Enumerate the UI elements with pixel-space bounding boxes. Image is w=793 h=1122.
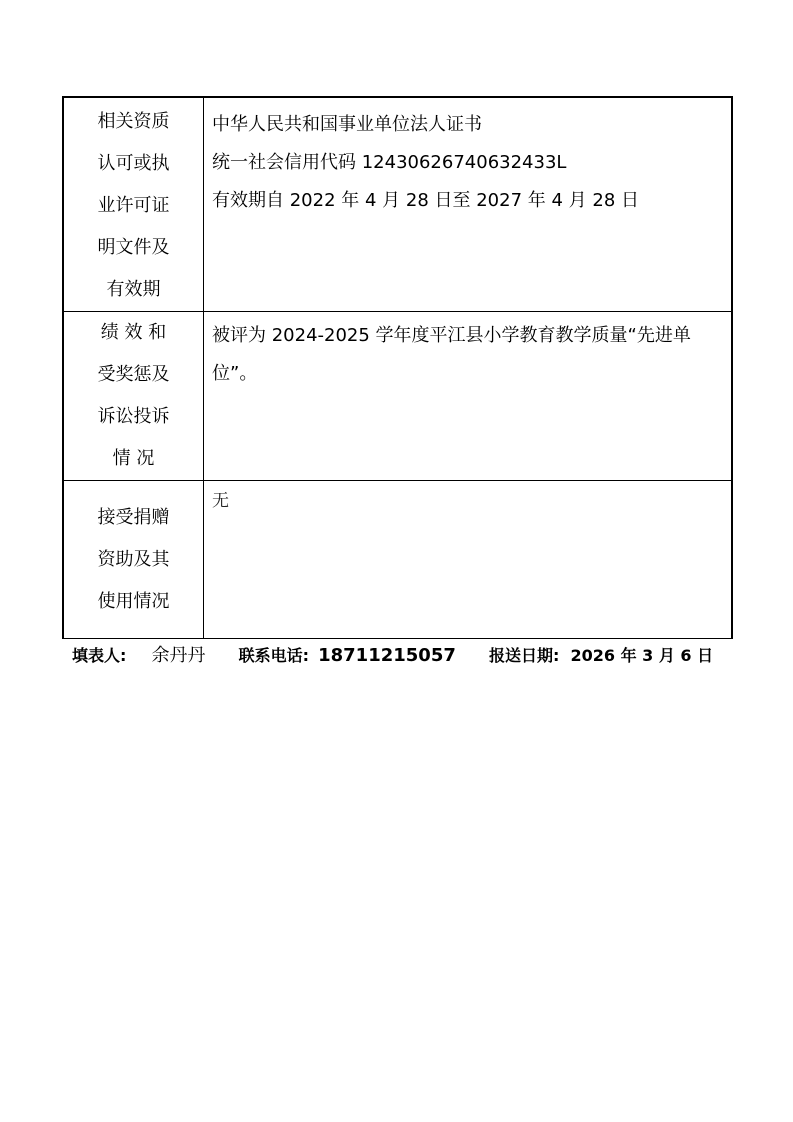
label-line: 相关资质 (97, 111, 170, 132)
date-label: 报送日期: (488, 646, 560, 665)
report-form (62, 96, 733, 639)
label-cell-performance (63, 312, 204, 481)
credit-code: 统一社会信用代码 12430626740632433L (212, 152, 567, 173)
content-cell-donations (204, 481, 733, 639)
label-line: 接受捐赠 (97, 507, 170, 528)
table-row-performance (63, 312, 732, 481)
info-table (62, 96, 733, 639)
table-row-qualification (63, 97, 732, 312)
label-line: 使用情况 (97, 591, 170, 612)
validity-period: 有效期自 2022 年 4 月 28 日至 2027 年 4 月 28 日 (212, 190, 639, 211)
label-line: 资助及其 (97, 549, 170, 570)
phone-label: 联系电话: (238, 646, 309, 665)
filler-label: 填表人: (72, 646, 127, 665)
label-line: 受奖惩及 (97, 364, 170, 385)
label-cell-donations (63, 481, 204, 639)
date-value: 2026 年 3 月 6 日 (570, 646, 714, 665)
award-text: 被评为 2024-2025 学年度平江县小学教育教学质量“先进单位”。 (212, 325, 691, 384)
content-cell-performance (204, 312, 733, 481)
filler-name: 余丹丹 (151, 645, 206, 666)
content-cell-qualification (204, 97, 733, 312)
label-line: 情 况 (112, 448, 155, 469)
label-line: 诉讼投诉 (97, 406, 170, 427)
label-line: 有效期 (106, 279, 161, 300)
certificate-name: 中华人民共和国事业单位法人证书 (212, 114, 482, 135)
phone-value: 18711215057 (318, 645, 456, 666)
label-cell-qualification (63, 97, 204, 312)
label-line: 绩 效 和 (100, 322, 167, 343)
label-line: 认可或执 (97, 153, 170, 174)
label-line: 明文件及 (97, 237, 170, 258)
label-line: 业许可证 (97, 195, 170, 216)
form-footer (72, 641, 732, 667)
donation-text: 无 (212, 491, 229, 511)
table-row-donations (63, 481, 732, 639)
